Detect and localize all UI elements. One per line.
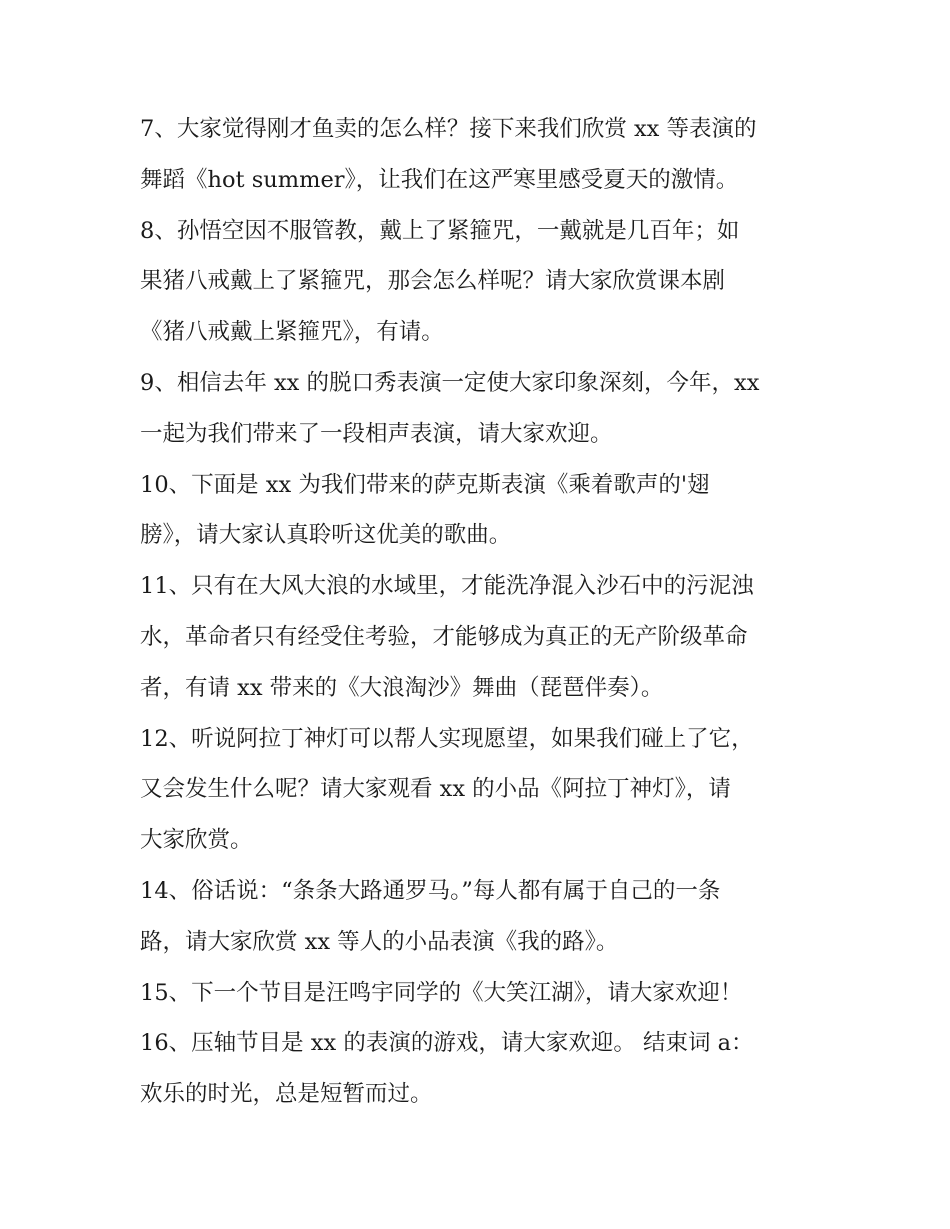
text-line: 欢乐的时光，总是短暂而过。 bbox=[140, 1081, 433, 1108]
text-line: 16、压轴节目是 xx 的表演的游戏，请大家欢迎。 结束词 a： bbox=[140, 1030, 754, 1057]
text-line: 路，请大家欣赏 xx 等人的小品表演《我的路》。 bbox=[140, 928, 619, 955]
text-line: 15、下一个节目是汪鸣宇同学的《大笑江湖》，请大家欢迎！ bbox=[140, 979, 743, 1006]
text-line: 12、听说阿拉丁神灯可以帮人实现愿望，如果我们碰上了它， bbox=[140, 725, 754, 752]
paragraph-16 bbox=[140, 1018, 820, 1120]
paragraph-7 bbox=[140, 104, 820, 206]
paragraph-11 bbox=[140, 561, 820, 713]
text-line: 7、大家觉得刚才鱼卖的怎么样？接下来我们欣赏 xx 等表演的 bbox=[140, 116, 757, 142]
text-line: 8、孙悟空因不服管教，戴上了紧箍咒，一戴就是几百年；如 bbox=[140, 217, 740, 244]
document-body bbox=[140, 104, 820, 1120]
text-line: 膀》，请大家认真聆听这优美的歌曲。 bbox=[140, 522, 512, 549]
text-line: 11、只有在大风大浪的水域里，才能洗净混入沙石中的污泥浊 bbox=[140, 573, 754, 600]
text-line: 大家欣赏。 bbox=[140, 827, 253, 854]
paragraph-14 bbox=[140, 866, 820, 968]
text-line: 者，有请 xx 带来的《大浪淘沙》舞曲（琵琶伴奏）。 bbox=[140, 674, 664, 701]
text-line: 又会发生什么呢？请大家观看 xx 的小品《阿拉丁神灯》，请 bbox=[140, 776, 731, 803]
paragraph-9 bbox=[140, 358, 820, 460]
paragraph-8 bbox=[140, 206, 820, 358]
text-line: 14、俗话说：“条条大路通罗马。”每人都有属于自己的一条 bbox=[140, 877, 721, 904]
paragraph-10 bbox=[140, 460, 820, 562]
text-line: 《猪八戒戴上紧箍咒》，有请。 bbox=[140, 319, 444, 346]
text-line: 9、相信去年 xx 的脱口秀表演一定使大家印象深刻，今年，xx bbox=[140, 369, 760, 396]
text-line: 果猪八戒戴上了紧箍咒，那会怎么样呢？请大家欣赏课本剧 bbox=[140, 268, 726, 295]
text-line: 10、下面是 xx 为我们带来的萨克斯表演《乘着歌声的'翅 bbox=[140, 471, 710, 498]
text-line: 舞蹈《hot summer》，让我们在这严寒里感受夏天的激情。 bbox=[140, 166, 739, 193]
paragraph-12 bbox=[140, 714, 820, 866]
text-line: 水，革命者只有经受住考验，才能够成为真正的无产阶级革命 bbox=[140, 623, 748, 650]
paragraph-15 bbox=[140, 968, 820, 1019]
text-line: 一起为我们带来了一段相声表演，请大家欢迎。 bbox=[140, 420, 613, 447]
